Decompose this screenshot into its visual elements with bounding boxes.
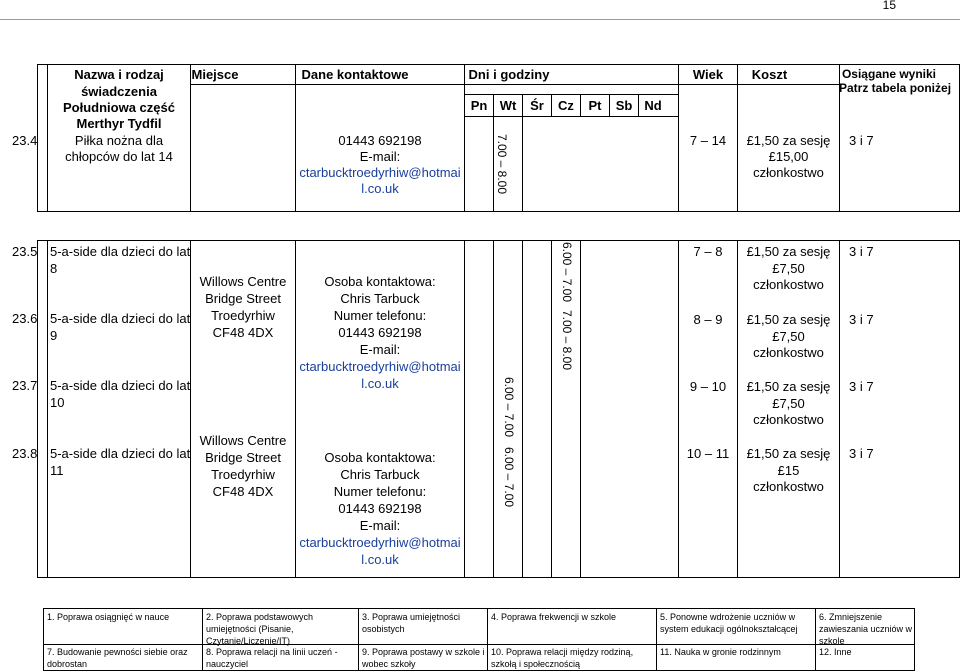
row-234-name-1: Piłka nożna dla — [74, 133, 164, 148]
b-results-col — [839, 240, 960, 578]
row-234-cost-1: £1,50 za sesję — [746, 133, 831, 148]
hdr-koszt: Koszt — [751, 67, 788, 82]
legend-5: 5. Ponowne wdrożenie uczniów w system edukacji ogólnokształcącej — [660, 612, 798, 634]
header-rule — [0, 19, 960, 20]
contact-2-email-label: E-mail: — [359, 518, 401, 533]
legend-9: 9. Poprawa postawy w szkole i wobec szkoły — [362, 647, 485, 669]
row-234-results: 3 i 7 — [849, 133, 874, 148]
day-wt: Wt — [499, 98, 517, 113]
hdr-miejsce: Miejsce — [191, 67, 239, 82]
row-234-name-2: chłopców do lat 14 — [65, 149, 173, 164]
hdr-wyniki-2: Patrz tabela poniżej — [839, 81, 952, 95]
row-238-name-2: 11 — [50, 463, 64, 478]
hdr-dni: Dni i godziny — [468, 67, 550, 82]
row-236-cost-3: członkostwo — [753, 345, 824, 360]
row-235-name-2: 8 — [50, 261, 58, 276]
row-235-cost-1: £1,50 za sesję — [746, 244, 831, 259]
contact-2-label: Osoba kontaktowa: — [324, 450, 436, 465]
time-pt-row3: 6.00 – 7.00 — [502, 376, 517, 438]
contact-1-email-1[interactable]: ctarbucktroedyrhiw@hotmai — [299, 359, 461, 374]
row-238-age: 10 – 11 — [686, 446, 730, 461]
venue-1-line-2: Bridge Street — [205, 291, 281, 306]
row-237-age: 9 – 10 — [689, 379, 727, 394]
row-234-cost-3: członkostwo — [753, 165, 824, 180]
row-234-email-2[interactable]: l.co.uk — [361, 181, 399, 196]
row-235-cost-3: członkostwo — [753, 277, 824, 292]
venue-1-line-3: Troedyrhiw — [211, 308, 275, 323]
row-234-age: 7 – 14 — [689, 133, 727, 148]
row-236-name-1: 5-a-side dla dzieci do lat — [50, 311, 191, 326]
row-234-cost-2: £15,00 — [768, 149, 809, 164]
venue-1-line-4: CF48 4DX — [212, 325, 274, 340]
row-238-name-1: 5-a-side dla dzieci do lat — [50, 446, 191, 461]
row-234-email-label: E-mail: — [359, 149, 401, 164]
row-237-name-1: 5-a-side dla dzieci do lat — [50, 378, 191, 393]
legend-4: 4. Poprawa frekwencji w szkole — [491, 612, 617, 622]
row-234-time-wt: 7.00 – 8.00 — [495, 133, 510, 195]
page-number: 15 — [882, 0, 896, 12]
contact-2-email-2[interactable]: l.co.uk — [361, 552, 399, 567]
miejsce-cell — [190, 84, 296, 212]
day-pt: Pt — [588, 98, 602, 113]
row-237-num: 23.7 — [12, 378, 38, 393]
contact-1-phone: 01443 692198 — [338, 325, 422, 340]
row-237-cost-3: członkostwo — [753, 412, 824, 427]
contact-1-email-2[interactable]: l.co.uk — [361, 376, 399, 391]
legend-6: 6. Zmniejszenie zawieszania uczniów w szkole — [819, 612, 913, 646]
legend-7: 7. Budowanie pewności siebie oraz dobrostan — [47, 647, 188, 669]
b-rest-col — [580, 240, 679, 578]
legend-11: 11. Nauka w gronie rodzinnym — [660, 647, 781, 657]
contact-2-person: Chris Tarbuck — [340, 467, 420, 482]
hdr-wiek: Wiek — [692, 67, 724, 82]
row-238-cost-1: £1,50 za sesję — [746, 446, 831, 461]
venue-2-line-3: Troedyrhiw — [211, 467, 275, 482]
row-236-num: 23.6 — [12, 311, 38, 326]
row-238-cost-3: członkostwo — [753, 479, 824, 494]
day-cz: Cz — [558, 98, 574, 113]
row-237-results: 3 i 7 — [849, 379, 874, 394]
row-236-name-2: 9 — [50, 328, 58, 343]
row-237-cost-2: £7,50 — [772, 396, 805, 411]
row-236-cost-2: £7,50 — [772, 329, 805, 344]
legend-8: 8. Poprawa relacji na linii uczeń - nauczyciel — [206, 647, 338, 669]
hdr-nazwa-2: świadczenia — [81, 84, 157, 99]
hdr-dane: Dane kontaktowe — [301, 67, 409, 82]
region-1: Południowa część — [63, 100, 175, 115]
legend-1: 1. Poprawa osiągnięć w nauce — [47, 612, 170, 622]
row-235-cost-2: £7,50 — [772, 261, 805, 276]
row-237-cost-1: £1,50 za sesję — [746, 379, 831, 394]
row-234-phone: 01443 692198 — [338, 133, 422, 148]
legend-12: 12. Inne — [819, 647, 852, 657]
contact-2-phone-label: Numer telefonu: — [333, 484, 427, 499]
b-name-col — [47, 240, 191, 578]
venue-2-line-2: Bridge Street — [205, 450, 281, 465]
day-pn: Pn — [470, 98, 488, 113]
row-234-num: 23.4 — [12, 133, 38, 148]
contact-1-phone-label: Numer telefonu: — [333, 308, 427, 323]
b-pn-col — [464, 240, 494, 578]
row-235-num: 23.5 — [12, 244, 38, 259]
contact-1-person: Chris Tarbuck — [340, 291, 420, 306]
day-sr: Śr — [530, 98, 544, 113]
row-236-results: 3 i 7 — [849, 312, 874, 327]
row-237-name-2: 10 — [50, 395, 65, 410]
row-238-results: 3 i 7 — [849, 446, 874, 461]
legend-2: 2. Poprawa podstawowych umiejętności (Pisanie, Czytanie/Liczenie/IT) — [206, 612, 314, 646]
region-2: Merthyr Tydfil — [76, 116, 162, 131]
row-236-age: 8 – 9 — [693, 312, 723, 327]
contact-1-email-label: E-mail: — [359, 342, 401, 357]
row-238-cost-2: £15 — [777, 463, 800, 478]
legend-10: 10. Poprawa relacji między rodziną, szkołą i społecznością — [491, 647, 634, 669]
venue-2-line-1: Willows Centre — [199, 433, 287, 448]
time-pt-row4: 6.00 – 7.00 — [502, 446, 517, 508]
venue-2-line-4: CF48 4DX — [212, 484, 274, 499]
hdr-wyniki-1: Osiągane wyniki — [841, 67, 937, 81]
row-236-cost-1: £1,50 za sesję — [746, 312, 831, 327]
legend-3: 3. Poprawa umiejętności osobistych — [362, 612, 461, 634]
row-235-age: 7 – 8 — [693, 244, 723, 259]
hdr-nazwa-1: Nazwa i rodzaj — [74, 67, 164, 82]
day-sb: Sb — [615, 98, 633, 113]
contact-1-label: Osoba kontaktowa: — [324, 274, 436, 289]
contact-2-email-1[interactable]: ctarbucktroedyrhiw@hotmai — [299, 535, 461, 550]
time-sb-row1: 6.00 – 7.00 — [560, 241, 575, 303]
b-x-col — [522, 240, 552, 578]
day-nd: Nd — [644, 98, 662, 113]
row-235-results: 3 i 7 — [849, 244, 874, 259]
row-234-email-1[interactable]: ctarbucktroedyrhiw@hotmai — [299, 165, 461, 180]
row-235-name-1: 5-a-side dla dzieci do lat — [50, 244, 191, 259]
contact-2-phone: 01443 692198 — [338, 501, 422, 516]
time-sb-row2: 7.00 – 8.00 — [560, 309, 575, 371]
venue-1-line-1: Willows Centre — [199, 274, 287, 289]
row-238-num: 23.8 — [12, 446, 38, 461]
b-age-col — [678, 240, 738, 578]
